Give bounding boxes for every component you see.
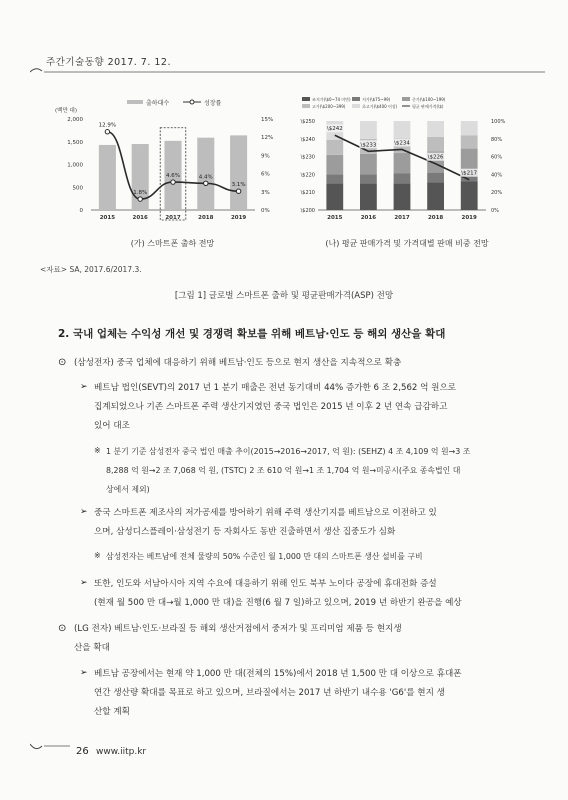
y2-tick-label: 20%: [491, 190, 503, 197]
legend-label-tier: 중가(\$100~199): [412, 97, 446, 102]
bar-segment-tier: [326, 174, 343, 183]
bar-segment-tier: [427, 137, 444, 151]
legend-label-shipments: 출하대수: [146, 100, 170, 107]
text-line: (현재 월 500 만 대→월 1,000 만 대)을 진행(6 월 7 일)하고 있으며, 2019 년 하반기 완공을 예상: [94, 598, 462, 608]
legend-label-tier: 평균 판매가격(\$): [412, 104, 444, 109]
text-line: 베트남 공장에서는 현재 약 1,000 만 대(전체의 15%)에서 2018 년 1,500 만 대 이상으로 휴대폰: [94, 669, 462, 679]
x-tick-label: 2019: [230, 215, 247, 221]
bar-segment-tier: [461, 182, 478, 210]
x-tick-label: 2015: [327, 215, 343, 221]
text-line: 집계되었으나 기존 스마트폰 주력 생산기지였던 중국 법인은 2015 년 이후 2 년 연속 급감하고: [94, 402, 448, 412]
point-growth-rate: [138, 197, 142, 201]
y-tick-label: \$220: [300, 172, 315, 179]
text-line: 또한, 인도와 서남아시아 지역 수요에 대응하기 위해 인도 북부 노이다 공장에 휴대전화 증설: [94, 579, 437, 589]
y-tick-label: 1,500: [67, 139, 83, 146]
text-line: 연간 생산량 확대를 목표로 하고 있으며, 브라질에서는 2017 년 하반기 내수용 'G6'를 현지 생: [94, 688, 445, 698]
text-line: 산할 계획: [94, 707, 130, 717]
y-tick-label: \$250: [300, 119, 315, 125]
bar-segment-tier: [427, 121, 444, 137]
bar-segment-tier: [326, 140, 343, 155]
legend-label-growth: 성장률: [204, 100, 222, 107]
x-tick-label: 2019: [461, 215, 477, 221]
legend-swatch-tier: [302, 97, 310, 101]
text-line: 베트남 법인(SEVT)의 2017 년 1 분기 매출은 전년 동기대비 44% 증가한 6 조 2,562 억 원으로: [94, 383, 457, 393]
y-tick-label: 0: [79, 208, 83, 214]
arrow-bullet-icon: ➢: [80, 382, 88, 392]
x-tick-label: 2017: [394, 215, 410, 221]
legend-swatch-tier: [352, 97, 360, 101]
arrow-bullet-icon: ➢: [80, 578, 88, 588]
text-line: 중국 스마트폰 제조사의 저가공세를 방어하기 위해 주력 생산기지를 베트남으로 이전하고 있: [94, 508, 437, 518]
data-label-growth: 1.8%: [133, 190, 148, 197]
bar-segment-tier: [326, 183, 343, 210]
legend-swatch-tier: [402, 97, 410, 101]
data-label-growth: 3.1%: [231, 182, 246, 189]
y2-tick-label: 40%: [491, 172, 503, 179]
y-tick-label: \$200: [300, 208, 315, 214]
lg-vietnam-text: [94, 665, 462, 722]
y2-tick-label: 9%: [261, 153, 270, 160]
bar-segment-tier: [394, 183, 411, 210]
header-divider: [30, 68, 550, 82]
samsung-india-text: [94, 575, 462, 613]
data-label-asp: \$242: [326, 126, 343, 133]
page-header-title: 주간기술동향 2017. 7. 12.: [46, 57, 171, 68]
y2-tick-label: 12%: [261, 135, 274, 142]
reference-mark-icon: ※: [94, 446, 101, 455]
data-label-asp: \$226: [427, 154, 444, 161]
text-line: (LG 전자) 베트남·인도·브라질 등 해외 생산거점에서 중저가 및 프리미엄 제품 등 현지생: [74, 624, 402, 634]
y-axis-unit-label: (백만 대): [55, 108, 77, 114]
y-tick-label: \$240: [300, 136, 315, 143]
y2-tick-label: 0%: [491, 208, 499, 214]
samsung-vietnam-text: [94, 379, 456, 436]
point-growth-rate: [105, 130, 109, 134]
bullet-samsung: (삼성전자) 중국 업체에 대응하기 위해 베트남·인도 등으로 현지 생산을 지속적으로 확충: [74, 358, 402, 368]
bar-shipments: [99, 145, 116, 210]
y2-tick-label: 60%: [491, 154, 503, 161]
x-tick-label: 2018: [427, 215, 444, 221]
bar-segment-tier: [394, 121, 411, 138]
legend-label-tier: 초고가(\$400 이상): [362, 104, 398, 109]
legend-label-tier: 조저가(\$0~74 미만): [312, 97, 351, 102]
legend-label-tier: 저가(\$75~99): [362, 97, 391, 102]
bar-segment-tier: [394, 153, 411, 173]
samsung-capacity-note: 삼성전자는 베트남에 전체 물량의 50% 수준인 월 1,000 만 대의 스마트폰 생산 설비를 구비: [106, 552, 423, 561]
x-tick-label: 2018: [198, 215, 214, 221]
reference-mark-icon: ※: [94, 551, 101, 560]
y-tick-label: 500: [72, 185, 83, 192]
text-line: 으며, 삼성디스플레이·삼성전기 등 자회사도 동반 진출하면서 생산 집중도가 심화: [94, 527, 396, 537]
asp-chart-caption: (나) 평균 판매가격 및 가격대별 판매 비중 전망: [325, 239, 489, 248]
bar-segment-tier: [360, 154, 377, 174]
y2-tick-label: 15%: [261, 117, 274, 123]
bar-segment-tier: [427, 173, 444, 183]
bullet-lg: [74, 620, 402, 658]
y-tick-label: 2,000: [67, 117, 83, 123]
point-growth-rate: [171, 180, 175, 184]
shipment-chart-svg: [55, 95, 290, 225]
x-tick-label: 2016: [360, 215, 377, 221]
legend-swatch-tier: [352, 104, 360, 108]
text-line: 1 분기 기준 삼성전자 중국 법인 매출 추이(2015→2016→2017, 억 원): (SEHZ) 4 조 4,109 억 원→3 조: [106, 447, 471, 456]
shipment-chart-caption: (가) 스마트폰 출하 전망: [130, 239, 215, 248]
bar-segment-tier: [360, 183, 377, 210]
bar-segment-tier: [394, 174, 411, 184]
bar-shipments: [230, 135, 247, 210]
text-line: 있어 대조: [94, 421, 130, 431]
data-label-growth: 4.4%: [198, 174, 213, 181]
legend-swatch-shipments: [127, 100, 143, 104]
x-tick-label: 2017: [165, 215, 181, 221]
y2-tick-label: 0%: [261, 208, 270, 214]
arrow-bullet-icon: ➢: [80, 507, 88, 517]
text-line: 8,288 억 원→2 조 7,068 억 원, (TSTC) 2 조 610 억 원→1 조 1,704 억 원→미공시(주요 종속법인 대: [106, 466, 461, 475]
legend-swatch-tier: [302, 104, 310, 108]
y-tick-label: \$230: [300, 154, 315, 161]
text-line: 상에서 제외): [106, 485, 150, 494]
data-label-asp: \$217: [461, 170, 478, 177]
data-label-asp: \$233: [360, 142, 377, 149]
arrow-bullet-icon: ➢: [80, 668, 88, 678]
y2-tick-label: 3%: [261, 189, 270, 196]
bar-segment-tier: [326, 155, 343, 175]
samsung-relocation-text: [94, 504, 437, 542]
bar-segment-tier: [360, 121, 377, 139]
legend-label-tier: 고가(\$200~399): [312, 104, 346, 109]
section-heading: 2. 국내 업체는 수익성 개선 및 경쟁력 확보를 위해 베트남·인도 등 해외 생산을 확대: [58, 328, 446, 340]
point-growth-rate: [236, 189, 240, 193]
bar-segment-tier: [461, 135, 478, 148]
circled-dot-icon: ⊙: [58, 357, 67, 368]
data-label-asp: \$234: [394, 140, 410, 147]
x-tick-label: 2015: [99, 215, 116, 221]
legend-marker-growth: [190, 100, 194, 104]
y-tick-label: 1,000: [67, 162, 83, 169]
footer-url: www.iitp.kr: [96, 747, 147, 757]
data-label-growth: 4.6%: [166, 173, 180, 180]
y2-tick-label: 80%: [491, 136, 503, 143]
y2-tick-label: 6%: [261, 171, 270, 178]
data-label-growth: 12.9%: [98, 122, 117, 129]
page-number: 26: [76, 746, 89, 757]
bar-segment-tier: [461, 149, 478, 171]
bar-segment-tier: [427, 182, 444, 210]
chart-source: <자료> SA, 2017.6/2017.3.: [40, 265, 142, 274]
samsung-china-note: [106, 442, 470, 499]
circled-dot-icon: ⊙: [58, 623, 67, 634]
point-growth-rate: [204, 181, 208, 185]
figure-caption: [그림 1] 글로벌 스마트폰 출하 및 평균판매가격(ASP) 전망: [174, 291, 394, 301]
text-line: 산을 확대: [74, 643, 110, 653]
asp-chart: [292, 95, 522, 229]
shipment-chart: [55, 95, 290, 229]
bar-segment-tier: [360, 174, 377, 183]
asp-chart-svg: [292, 95, 522, 225]
y2-tick-label: 100%: [491, 119, 506, 125]
x-tick-label: 2016: [132, 215, 148, 221]
y-tick-label: \$210: [300, 190, 315, 197]
bar-segment-tier: [461, 121, 478, 135]
